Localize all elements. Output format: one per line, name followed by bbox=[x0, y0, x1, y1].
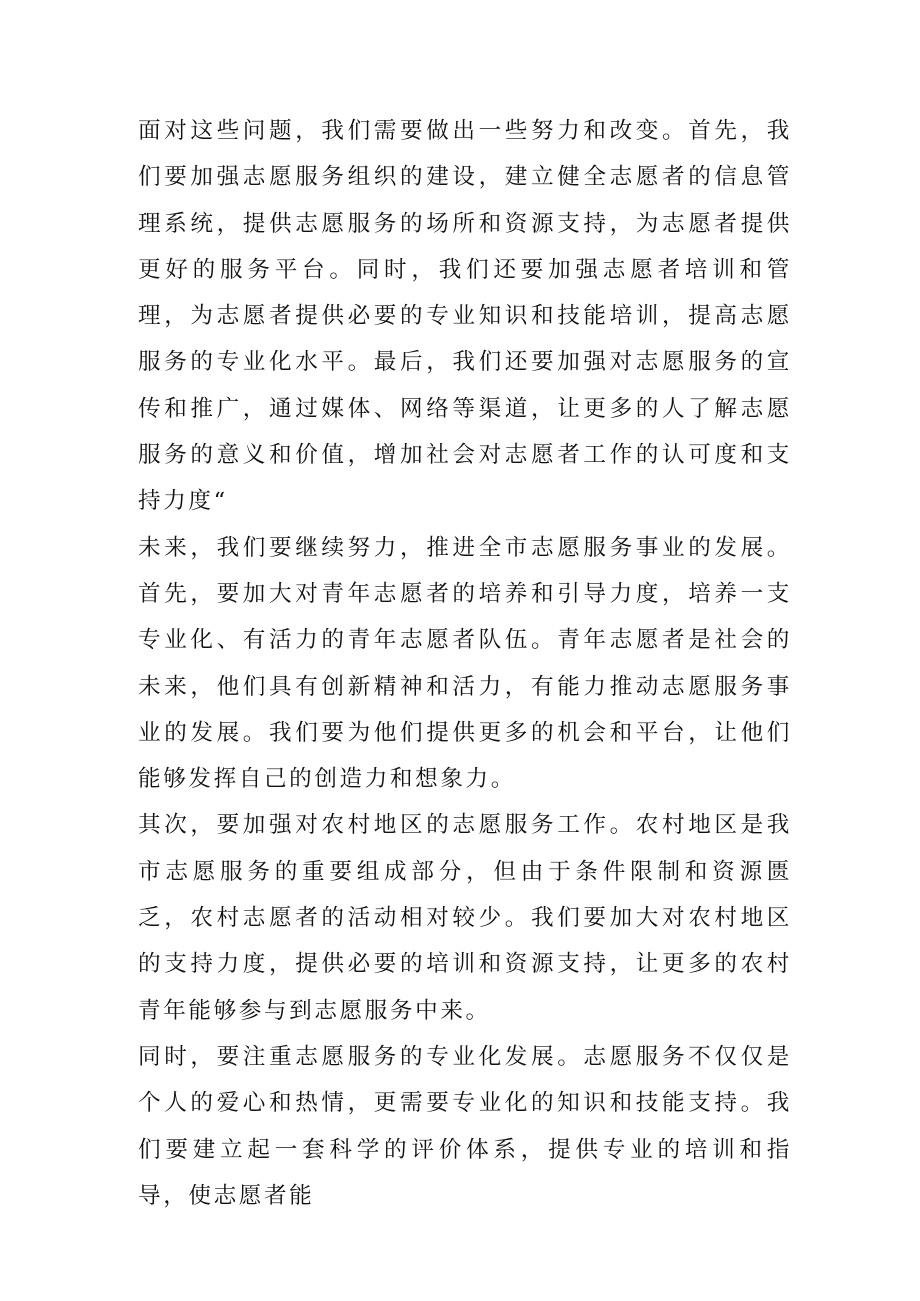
paragraph-future-youth: 未来，我们要继续努力，推进全市志愿服务事业的发展。首先，要加大对青年志愿者的培养和引导力度，培养一支专业化、有活力的青年志愿者队伍。青年志愿者是社会的未来，他们具有创新精神和活力，有能力推动志愿服务事业的发展。我们要为他们提供更多的机会和平台，让他们能够发挥自己的创造力和想象力。 bbox=[138, 534, 792, 793]
paragraph-rural-volunteering: 其次，要加强对农村地区的志愿服务工作。农村地区是我市志愿服务的重要组成部分，但由于条件限制和资源匮乏，农村志愿者的活动相对较少。我们要加大对农村地区的支持力度，提供必要的培训和资源支持，让更多的农村青年能够参与到志愿服务中来。 bbox=[138, 812, 792, 1024]
paragraph-professionalization: 同时，要注重志愿服务的专业化发展。志愿服务不仅仅是个人的爱心和热情，更需要专业化的知识和技能支持。我们要建立起一套科学的评价体系，提供专业的培训和指导，使志愿者能 bbox=[138, 1043, 792, 1209]
paragraph-problems-response: 面对这些问题，我们需要做出一些努力和改变。首先，我们要加强志愿服务组织的建设，建立健全志愿者的信息管理系统，提供志愿服务的场所和资源支持，为志愿者提供更好的服务平台。同时，我们还要加强志愿者培训和管理，为志愿者提供必要的专业知识和技能培训，提高志愿服务的专业化水平。最后，我们还要加强对志愿服务的宣传和推广，通过媒体、网络等渠道，让更多的人了解志愿服务的意义和价值，增加社会对志愿者工作的认可度和支持力度“ bbox=[138, 118, 792, 515]
